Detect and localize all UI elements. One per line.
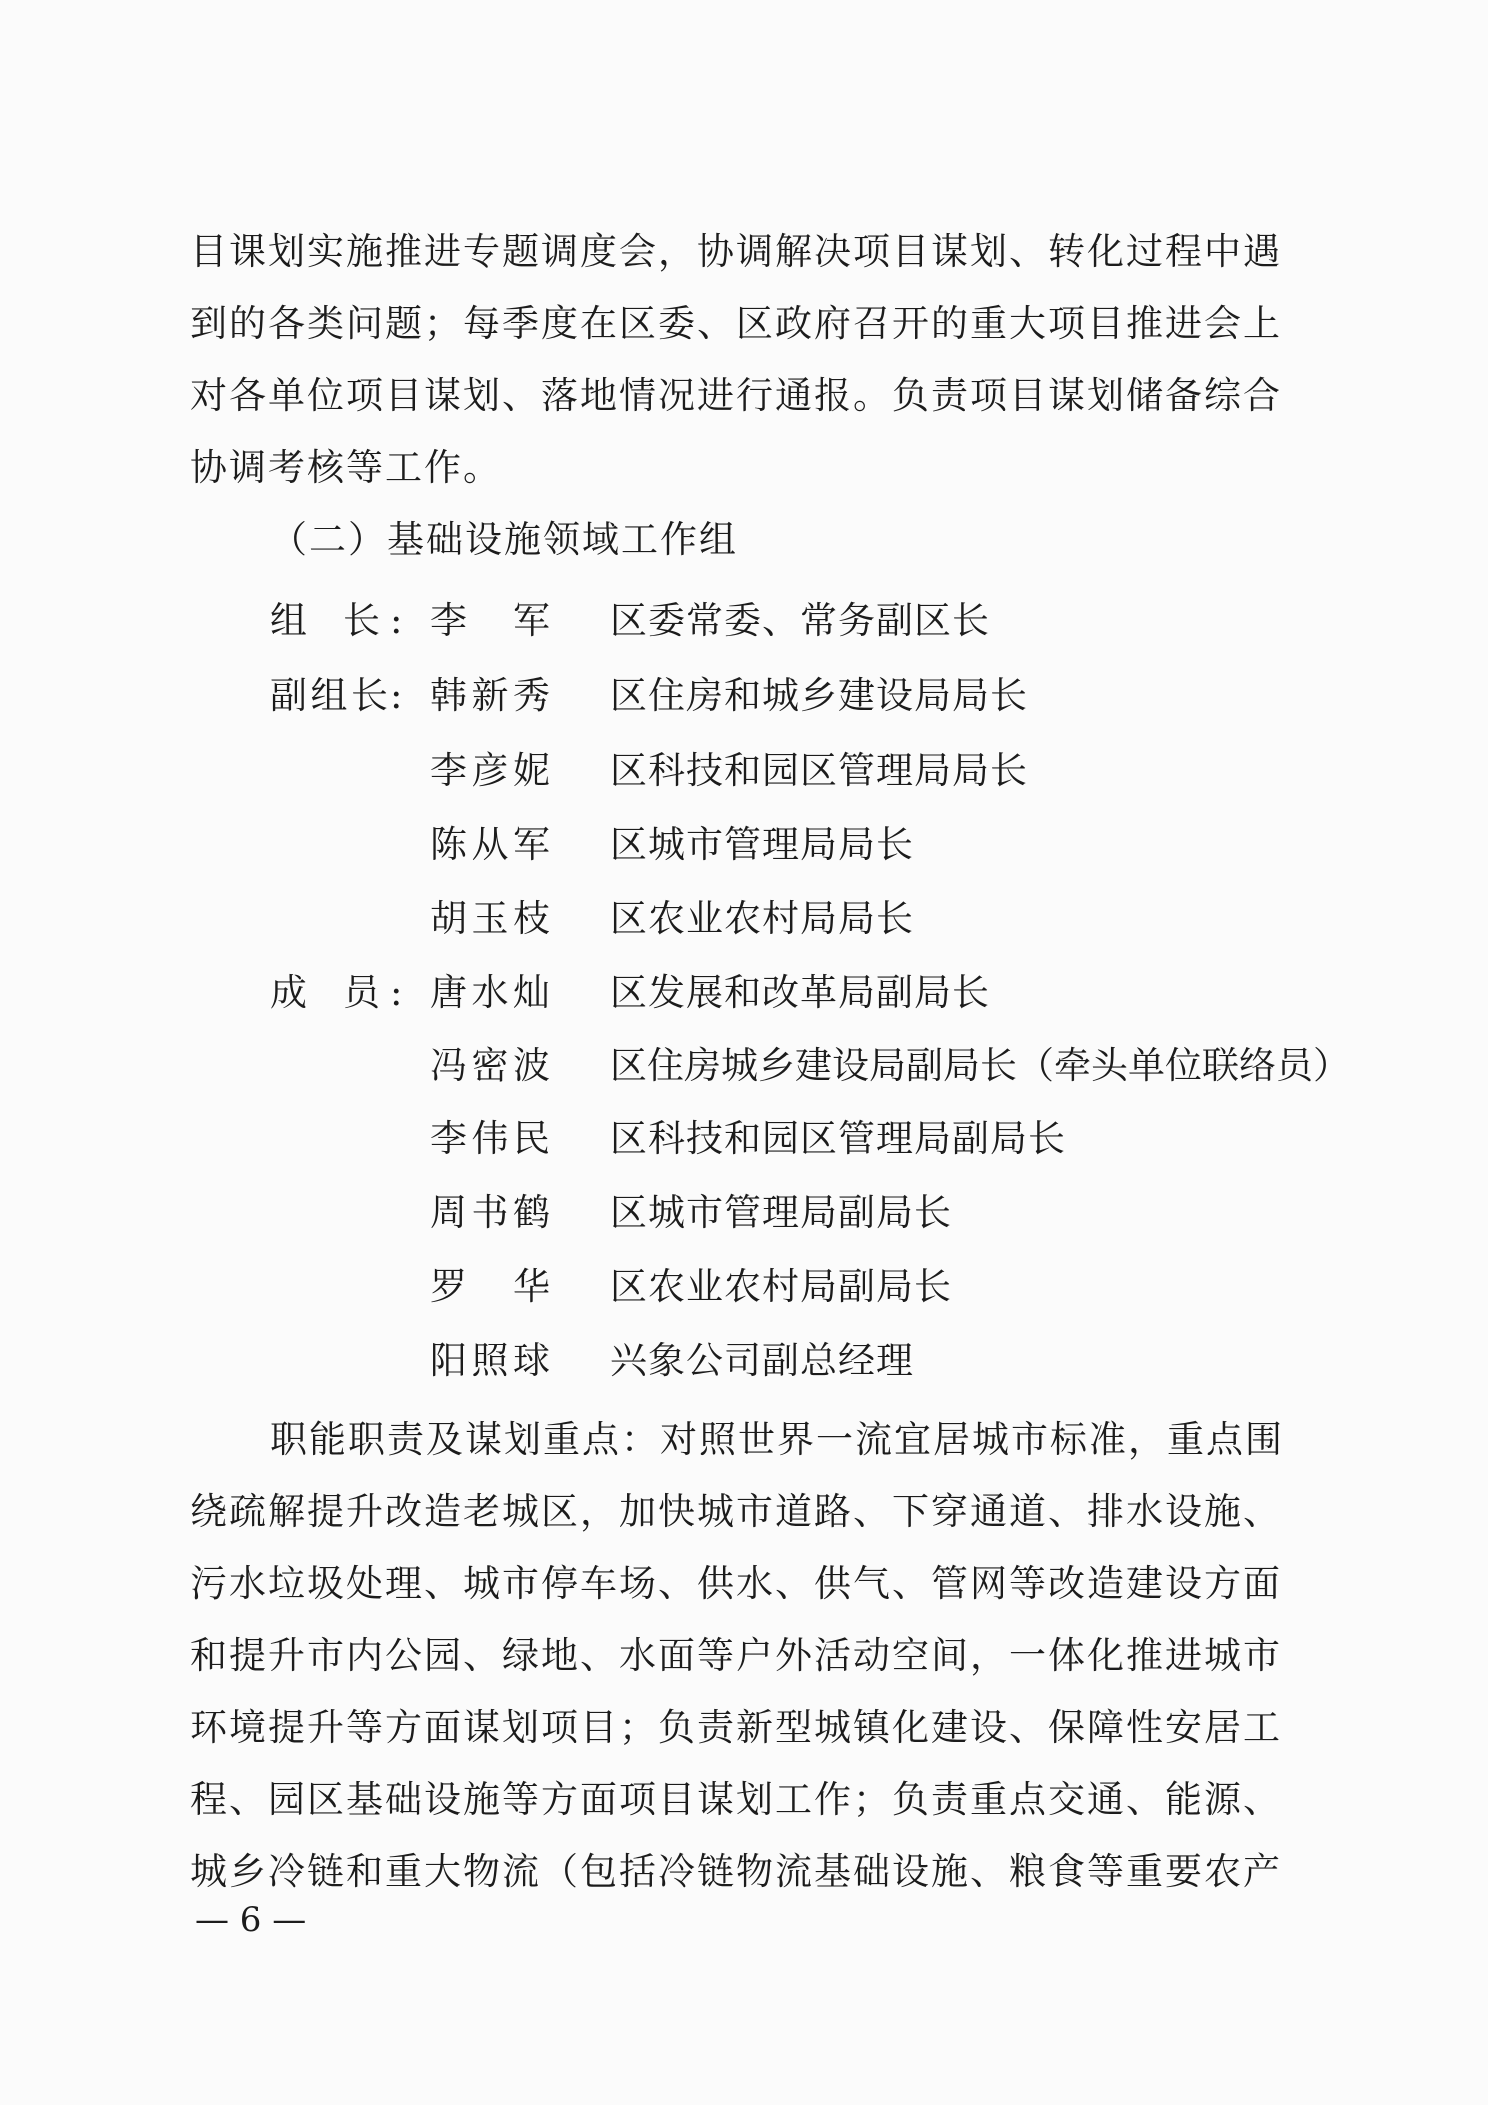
page-number: — 6 — xyxy=(195,1900,307,1940)
paragraph-line: 到的各类问题；每季度在区委、区政府召开的重大项目推进会上 xyxy=(190,302,1282,345)
roster-role: 成 员 xyxy=(270,971,380,1014)
paragraph-line: 职能职责及谋划重点：对照世界一流宜居城市标准，重点围 xyxy=(270,1418,1284,1461)
roster-title: 区住房和城乡建设局局长 xyxy=(610,674,1028,717)
paragraph-line: 城乡冷链和重大物流（包括冷链物流基础设施、粮食等重要农产 xyxy=(190,1850,1282,1893)
roster-title: 区农业农村局副局长 xyxy=(610,1265,952,1308)
roster-name: 罗 华 xyxy=(430,1265,550,1308)
paragraph-line: 绕疏解提升改造老城区，加快城市道路、下穿通道、排水设施、 xyxy=(190,1490,1282,1533)
roster-name: 韩新秀 xyxy=(430,674,550,717)
roster-name: 阳照球 xyxy=(430,1339,550,1382)
roster-name: 周书鹤 xyxy=(430,1191,550,1234)
roster-name: 胡玉枝 xyxy=(430,897,550,940)
paragraph-line: 协调考核等工作。 xyxy=(190,446,502,489)
roster-role: 组 长 xyxy=(270,599,380,642)
paragraph-line: 环境提升等方面谋划项目；负责新型城镇化建设、保障性安居工 xyxy=(190,1706,1282,1749)
roster-title: 区住房城乡建设局副局长（牵头单位联络员） xyxy=(610,1044,1350,1087)
roster-name: 李 军 xyxy=(430,599,550,642)
roster-colon: : xyxy=(390,599,403,642)
roster-name: 唐水灿 xyxy=(430,971,550,1014)
roster-title: 区城市管理局副局长 xyxy=(610,1191,952,1234)
paragraph-line: 污水垃圾处理、城市停车场、供水、供气、管网等改造建设方面 xyxy=(190,1562,1282,1605)
roster-name: 冯密波 xyxy=(430,1044,550,1087)
roster-title: 区农业农村局局长 xyxy=(610,897,914,940)
roster-name: 陈从军 xyxy=(430,823,550,866)
paragraph-line: 对各单位项目谋划、落地情况进行通报。负责项目谋划储备综合 xyxy=(190,374,1282,417)
roster-colon: : xyxy=(390,971,403,1014)
paragraph-line: 和提升市内公园、绿地、水面等户外活动空间，一体化推进城市 xyxy=(190,1634,1282,1677)
roster-name: 李彦妮 xyxy=(430,749,550,792)
roster-title: 兴象公司副总经理 xyxy=(610,1339,914,1382)
roster-colon: : xyxy=(390,674,403,717)
roster-title: 区发展和改革局副局长 xyxy=(610,971,990,1014)
paragraph-line: 程、园区基础设施等方面项目谋划工作；负责重点交通、能源、 xyxy=(190,1778,1282,1821)
paragraph-line: 目课划实施推进专题调度会，协调解决项目谋划、转化过程中遇 xyxy=(190,230,1282,273)
roster-title: 区委常委、常务副区长 xyxy=(610,599,990,642)
roster-title: 区科技和园区管理局副局长 xyxy=(610,1117,1066,1160)
roster-role: 副组长 xyxy=(270,674,388,717)
roster-title: 区城市管理局局长 xyxy=(610,823,914,866)
roster-name: 李伟民 xyxy=(430,1117,550,1160)
section-heading: （二）基础设施领域工作组 xyxy=(270,518,738,561)
roster-title: 区科技和园区管理局局长 xyxy=(610,749,1028,792)
